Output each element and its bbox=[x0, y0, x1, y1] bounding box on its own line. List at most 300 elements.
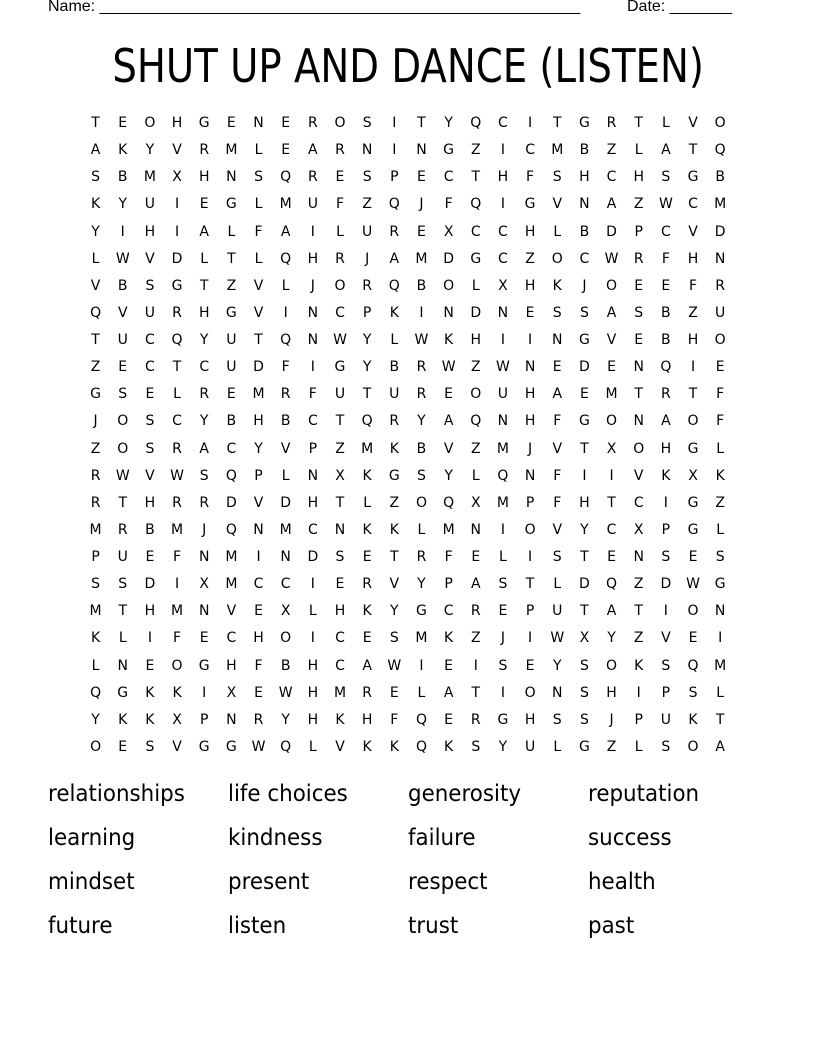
grid-letter: U bbox=[552, 603, 563, 620]
grid-letter: Z bbox=[606, 142, 617, 159]
grid-letter: E bbox=[226, 386, 236, 403]
grid-letter: H bbox=[524, 223, 536, 240]
grid-letter: G bbox=[524, 196, 536, 213]
grid-letter: I bbox=[582, 467, 587, 484]
grid-letter: I bbox=[419, 304, 424, 321]
grid-letter: H bbox=[334, 603, 346, 620]
grid-letter: C bbox=[145, 332, 155, 348]
grid-letter: E bbox=[281, 115, 291, 131]
grid-letter: T bbox=[335, 494, 345, 511]
grid-letter: S bbox=[552, 169, 562, 186]
word-list-item bbox=[48, 778, 228, 810]
grid-letter: L bbox=[471, 467, 480, 484]
grid-row bbox=[82, 598, 734, 625]
grid-letter: R bbox=[199, 142, 210, 159]
grid-row bbox=[82, 436, 734, 463]
grid-letter: V bbox=[443, 440, 454, 457]
grid-letter: K bbox=[145, 711, 155, 728]
word-text: listen bbox=[228, 913, 287, 939]
grid-letter: B bbox=[280, 657, 291, 674]
grid-letter: L bbox=[553, 223, 562, 240]
grid-letter: I bbox=[690, 359, 696, 376]
grid-letter: R bbox=[172, 494, 182, 511]
grid-letter: G bbox=[198, 738, 210, 755]
grid-letter: Y bbox=[281, 711, 290, 728]
grid-letter: A bbox=[199, 440, 209, 457]
grid-letter: K bbox=[661, 467, 671, 484]
grid-letter: H bbox=[687, 332, 699, 348]
grid-letter: Q bbox=[606, 576, 618, 593]
grid-letter: V bbox=[552, 521, 563, 538]
grid-letter: M bbox=[605, 386, 618, 403]
grid-letter: E bbox=[552, 359, 562, 376]
grid-letter: M bbox=[415, 630, 428, 647]
grid-letter: S bbox=[552, 711, 562, 728]
grid-letter: Q bbox=[388, 196, 400, 213]
grid-letter: T bbox=[199, 277, 209, 294]
grid-letter: J bbox=[528, 440, 533, 457]
grid-letter: Y bbox=[91, 711, 100, 728]
grid-letter: M bbox=[171, 603, 184, 620]
grid-letter: L bbox=[118, 630, 127, 647]
grid-letter: D bbox=[579, 576, 590, 593]
grid-letter: D bbox=[660, 576, 672, 593]
grid-letter: Y bbox=[199, 332, 209, 348]
grid-letter: W bbox=[658, 196, 673, 213]
grid-letter: Q bbox=[470, 115, 482, 131]
grid-letter: L bbox=[634, 738, 643, 755]
grid-letter: C bbox=[226, 630, 237, 647]
grid-letter: H bbox=[253, 413, 264, 430]
grid-letter: A bbox=[389, 250, 400, 267]
grid-letter: N bbox=[443, 304, 454, 321]
grid-letter: H bbox=[198, 169, 210, 186]
grid-row bbox=[82, 463, 734, 490]
grid-letter: F bbox=[716, 386, 725, 403]
grid-letter: M bbox=[279, 196, 292, 213]
grid-letter: T bbox=[634, 115, 643, 131]
grid-letter: U bbox=[226, 332, 237, 348]
grid-letter: K bbox=[118, 142, 128, 159]
grid-letter: N bbox=[551, 332, 563, 348]
word-list-item bbox=[228, 866, 408, 898]
grid-letter: N bbox=[551, 684, 563, 701]
grid-letter: H bbox=[524, 277, 536, 294]
grid-letter: U bbox=[362, 223, 373, 240]
grid-letter: T bbox=[580, 603, 589, 620]
grid-letter: I bbox=[500, 142, 505, 159]
grid-letter: T bbox=[91, 115, 100, 131]
grid-letter: S bbox=[498, 576, 508, 593]
grid-letter: D bbox=[470, 304, 482, 321]
grid-letter: M bbox=[714, 657, 727, 674]
grid-letter: X bbox=[280, 603, 291, 620]
grid-letter: S bbox=[199, 467, 209, 484]
grid-letter: S bbox=[118, 576, 128, 593]
word-search-grid bbox=[82, 110, 734, 761]
grid-letter: T bbox=[525, 576, 535, 593]
grid-letter: K bbox=[389, 521, 399, 538]
grid-letter: T bbox=[580, 549, 589, 565]
grid-letter: L bbox=[281, 277, 290, 294]
grid-letter: D bbox=[579, 359, 590, 376]
grid-row bbox=[82, 707, 734, 734]
grid-letter: O bbox=[551, 250, 563, 267]
grid-letter: S bbox=[661, 169, 671, 186]
grid-letter: R bbox=[172, 304, 182, 321]
grid-letter: U bbox=[144, 196, 156, 213]
grid-letter: W bbox=[686, 576, 700, 593]
grid-letter: E bbox=[634, 332, 644, 348]
grid-letter: K bbox=[90, 196, 101, 213]
grid-letter: Q bbox=[171, 332, 183, 348]
grid-letter: K bbox=[362, 738, 372, 755]
grid-letter: R bbox=[416, 549, 427, 565]
grid-letter: Q bbox=[90, 684, 102, 701]
grid-letter: J bbox=[500, 630, 505, 647]
grid-letter: H bbox=[144, 494, 156, 511]
grid-row bbox=[82, 490, 734, 517]
grid-letter: I bbox=[500, 196, 505, 213]
grid-letter: L bbox=[200, 250, 209, 267]
grid-letter: J bbox=[419, 196, 424, 213]
grid-letter: B bbox=[715, 169, 725, 186]
grid-letter: Q bbox=[225, 521, 237, 538]
word-text: mindset bbox=[48, 869, 135, 895]
grid-letter: T bbox=[471, 169, 481, 186]
grid-letter: I bbox=[528, 332, 533, 348]
grid-letter: Y bbox=[498, 738, 508, 755]
grid-letter: M bbox=[225, 576, 238, 593]
word-text: failure bbox=[408, 825, 476, 851]
grid-letter: Z bbox=[90, 359, 101, 376]
grid-row bbox=[82, 680, 734, 707]
grid-letter: K bbox=[444, 738, 454, 755]
grid-letter: Q bbox=[280, 250, 292, 267]
grid-letter: I bbox=[500, 684, 505, 701]
grid-letter: X bbox=[172, 711, 182, 728]
grid-letter: S bbox=[579, 684, 589, 701]
grid-letter: K bbox=[90, 630, 101, 647]
grid-letter: W bbox=[414, 332, 429, 348]
grid-letter: T bbox=[417, 115, 426, 131]
grid-letter: H bbox=[307, 250, 319, 267]
grid-letter: C bbox=[606, 521, 617, 538]
grid-letter: L bbox=[417, 521, 426, 538]
grid-letter: B bbox=[117, 169, 128, 186]
grid-letter: I bbox=[174, 223, 180, 240]
grid-letter: J bbox=[609, 711, 614, 728]
grid-letter: G bbox=[225, 738, 237, 755]
grid-letter: C bbox=[280, 576, 291, 593]
grid-letter: I bbox=[663, 603, 668, 620]
grid-letter: X bbox=[606, 440, 617, 457]
grid-letter: L bbox=[634, 142, 643, 159]
grid-letter: A bbox=[606, 304, 617, 321]
grid-letter: P bbox=[525, 603, 535, 620]
grid-letter: Z bbox=[606, 738, 617, 755]
grid-letter: S bbox=[552, 549, 562, 565]
grid-letter: H bbox=[524, 386, 536, 403]
grid-letter: W bbox=[115, 467, 130, 484]
grid-letter: F bbox=[281, 359, 290, 376]
grid-letter: S bbox=[661, 738, 671, 755]
grid-letter: C bbox=[335, 630, 345, 647]
word-text: generosity bbox=[408, 781, 522, 807]
grid-letter: L bbox=[254, 142, 263, 159]
grid-letter: L bbox=[553, 738, 562, 755]
word-list-item bbox=[588, 822, 768, 854]
grid-letter: T bbox=[607, 494, 616, 511]
grid-letter: C bbox=[172, 413, 182, 430]
grid-letter: N bbox=[633, 413, 644, 430]
grid-letter: V bbox=[280, 440, 291, 457]
grid-letter: V bbox=[226, 603, 237, 620]
grid-letter: P bbox=[199, 711, 209, 728]
grid-letter: E bbox=[688, 549, 698, 565]
grid-letter: N bbox=[117, 657, 128, 674]
grid-letter: E bbox=[389, 684, 399, 701]
grid-letter: N bbox=[714, 603, 726, 620]
grid-letter: T bbox=[335, 413, 345, 430]
grid-letter: Y bbox=[417, 413, 426, 430]
grid-letter: M bbox=[252, 386, 265, 403]
grid-letter: O bbox=[633, 440, 645, 457]
grid-letter: N bbox=[280, 549, 291, 565]
grid-letter: S bbox=[634, 304, 644, 321]
grid-letter: G bbox=[334, 359, 346, 376]
grid-letter: I bbox=[310, 630, 315, 647]
grid-letter: G bbox=[198, 115, 210, 131]
grid-letter: V bbox=[688, 223, 698, 240]
grid-letter: E bbox=[498, 603, 508, 620]
grid-letter: W bbox=[441, 359, 456, 376]
grid-letter: T bbox=[227, 250, 236, 267]
grid-letter: S bbox=[362, 115, 372, 131]
grid-letter: O bbox=[117, 413, 129, 430]
word-list-item bbox=[228, 910, 408, 942]
grid-letter: S bbox=[362, 169, 372, 186]
grid-letter: F bbox=[553, 494, 562, 511]
grid-letter: Y bbox=[580, 521, 589, 538]
grid-letter: Y bbox=[199, 413, 209, 430]
grid-letter: D bbox=[714, 223, 726, 240]
grid-letter: N bbox=[497, 413, 509, 430]
grid-letter: K bbox=[362, 603, 372, 620]
grid-letter: Z bbox=[470, 142, 481, 159]
grid-row bbox=[82, 354, 734, 381]
grid-letter: E bbox=[254, 603, 263, 620]
grid-letter: K bbox=[634, 657, 644, 674]
word-text: present bbox=[228, 869, 310, 895]
grid-letter: G bbox=[687, 521, 699, 538]
grid-letter: N bbox=[307, 332, 319, 348]
grid-letter: R bbox=[416, 386, 427, 403]
grid-letter: C bbox=[688, 196, 698, 213]
grid-letter: S bbox=[579, 304, 589, 321]
grid-letter: L bbox=[336, 223, 344, 240]
grid-letter: D bbox=[253, 359, 264, 376]
grid-letter: H bbox=[226, 657, 237, 674]
grid-letter: H bbox=[307, 711, 319, 728]
grid-letter: M bbox=[333, 684, 347, 701]
grid-letter: F bbox=[553, 413, 562, 430]
grid-letter: B bbox=[416, 440, 427, 457]
grid-letter: L bbox=[227, 223, 236, 240]
grid-letter: M bbox=[89, 521, 102, 538]
word-list-item bbox=[408, 778, 588, 810]
grid-letter: Y bbox=[118, 196, 128, 213]
grid-letter: P bbox=[444, 576, 453, 593]
grid-letter: U bbox=[524, 738, 536, 755]
grid-letter: E bbox=[525, 304, 535, 321]
grid-letter: G bbox=[171, 277, 183, 294]
grid-letter: E bbox=[607, 549, 616, 565]
grid-letter: V bbox=[552, 196, 563, 213]
grid-letter: O bbox=[280, 630, 292, 647]
grid-letter: Y bbox=[444, 467, 453, 484]
grid-letter: I bbox=[120, 223, 125, 240]
grid-letter: I bbox=[310, 223, 315, 240]
grid-letter: S bbox=[335, 549, 345, 565]
grid-letter: V bbox=[117, 304, 128, 321]
date-field-label: Date: _______ bbox=[627, 0, 732, 15]
grid-row bbox=[82, 653, 734, 680]
grid-row bbox=[82, 110, 734, 137]
grid-letter: G bbox=[198, 657, 210, 674]
grid-letter: W bbox=[550, 630, 565, 647]
grid-letter: L bbox=[716, 440, 725, 457]
grid-letter: O bbox=[334, 115, 346, 131]
word-text: reputation bbox=[588, 781, 700, 807]
grid-letter: O bbox=[415, 494, 427, 511]
grid-letter: Z bbox=[715, 494, 725, 511]
grid-letter: N bbox=[633, 359, 644, 376]
grid-letter: L bbox=[281, 467, 290, 484]
grid-letter: K bbox=[552, 277, 562, 294]
grid-letter: V bbox=[253, 494, 264, 511]
grid-letter: V bbox=[253, 277, 264, 294]
grid-letter: M bbox=[225, 549, 238, 565]
grid-letter: O bbox=[687, 413, 699, 430]
grid-letter: A bbox=[362, 657, 372, 674]
grid-letter: E bbox=[525, 657, 535, 674]
grid-letter: Q bbox=[443, 494, 455, 511]
grid-letter: H bbox=[144, 223, 156, 240]
grid-letter: Z bbox=[525, 250, 535, 267]
grid-letter: E bbox=[444, 657, 454, 674]
grid-letter: L bbox=[471, 277, 480, 294]
grid-letter: P bbox=[308, 440, 318, 457]
grid-letter: Q bbox=[225, 467, 237, 484]
word-list-item bbox=[408, 910, 588, 942]
grid-letter: C bbox=[498, 223, 508, 240]
grid-letter: K bbox=[389, 440, 399, 457]
grid-letter: E bbox=[607, 359, 616, 376]
grid-letter: I bbox=[473, 657, 478, 674]
grid-letter: H bbox=[144, 603, 156, 620]
grid-letter: E bbox=[199, 630, 209, 647]
grid-letter: R bbox=[633, 250, 644, 267]
grid-letter: M bbox=[496, 440, 509, 457]
word-list-item bbox=[408, 822, 588, 854]
grid-letter: G bbox=[470, 250, 482, 267]
grid-letter: L bbox=[390, 332, 399, 348]
grid-letter: N bbox=[253, 115, 264, 131]
word-text: future bbox=[48, 913, 113, 939]
grid-letter: E bbox=[417, 223, 426, 240]
grid-letter: O bbox=[443, 277, 455, 294]
grid-letter: I bbox=[283, 304, 288, 321]
grid-letter: C bbox=[660, 223, 671, 240]
grid-letter: E bbox=[335, 576, 345, 593]
grid-letter: Y bbox=[444, 115, 453, 131]
grid-row bbox=[82, 544, 734, 571]
word-text: learning bbox=[48, 825, 136, 851]
grid-letter: F bbox=[526, 169, 535, 186]
grid-letter: M bbox=[89, 603, 102, 620]
grid-letter: E bbox=[335, 169, 345, 186]
grid-letter: Q bbox=[280, 332, 292, 348]
grid-letter: W bbox=[251, 738, 266, 755]
grid-letter: A bbox=[308, 142, 318, 159]
grid-letter: E bbox=[688, 630, 698, 647]
grid-letter: R bbox=[172, 440, 182, 457]
grid-letter: J bbox=[365, 250, 370, 267]
grid-letter: A bbox=[443, 684, 454, 701]
grid-letter: S bbox=[552, 304, 562, 321]
grid-letter: K bbox=[389, 738, 399, 755]
grid-letter: A bbox=[606, 196, 617, 213]
grid-letter: U bbox=[307, 196, 318, 213]
grid-letter: C bbox=[307, 413, 318, 430]
grid-letter: H bbox=[307, 657, 319, 674]
grid-letter: X bbox=[226, 684, 237, 701]
grid-letter: Y bbox=[390, 603, 399, 620]
grid-letter: Q bbox=[280, 738, 292, 755]
grid-letter: I bbox=[174, 576, 180, 593]
grid-letter: T bbox=[688, 142, 698, 159]
grid-letter: S bbox=[579, 657, 589, 674]
grid-letter: G bbox=[388, 467, 400, 484]
grid-letter: I bbox=[256, 549, 261, 565]
grid-letter: C bbox=[525, 142, 535, 159]
grid-letter: I bbox=[310, 576, 315, 593]
grid-letter: L bbox=[91, 250, 100, 267]
grid-letter: D bbox=[225, 494, 237, 511]
grid-letter: T bbox=[172, 359, 182, 376]
grid-letter: R bbox=[362, 684, 372, 701]
grid-letter: D bbox=[280, 494, 292, 511]
grid-letter: E bbox=[471, 549, 481, 565]
grid-letter: T bbox=[390, 549, 399, 565]
grid-letter: C bbox=[335, 657, 345, 674]
grid-letter: X bbox=[498, 277, 508, 294]
grid-row bbox=[82, 517, 734, 544]
grid-letter: V bbox=[389, 576, 400, 593]
grid-letter: R bbox=[470, 711, 481, 728]
grid-letter: K bbox=[688, 711, 698, 728]
grid-letter: I bbox=[528, 630, 533, 647]
grid-letter: V bbox=[661, 630, 671, 647]
grid-letter: L bbox=[363, 494, 372, 511]
grid-letter: M bbox=[279, 521, 292, 538]
grid-letter: E bbox=[281, 142, 291, 159]
grid-letter: K bbox=[389, 304, 399, 321]
grid-letter: Z bbox=[633, 630, 644, 647]
grid-letter: E bbox=[118, 738, 128, 755]
grid-letter: N bbox=[198, 549, 210, 565]
